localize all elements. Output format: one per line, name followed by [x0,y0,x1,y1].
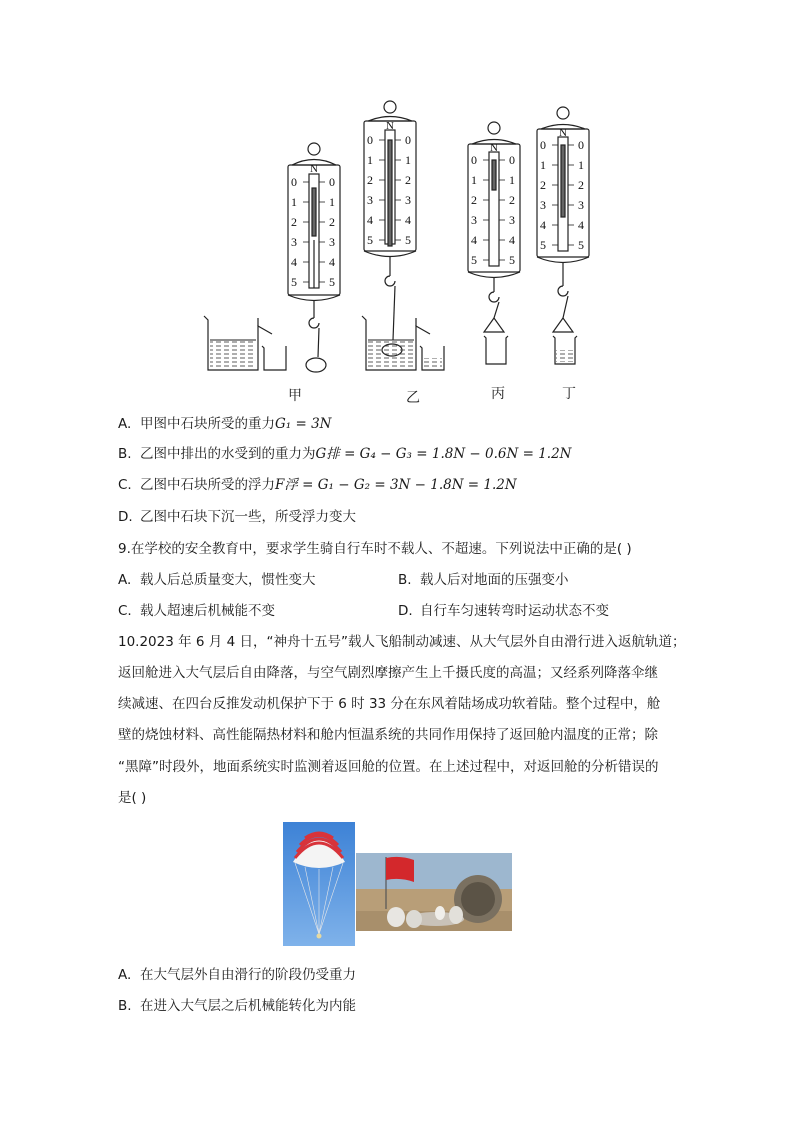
svg-text:4: 4 [471,233,477,247]
svg-text:2: 2 [471,193,477,207]
q9-option-c: C. 载人超速后机械能不变 [118,603,275,619]
svg-text:3: 3 [291,235,297,249]
svg-text:4: 4 [405,213,411,227]
svg-text:5: 5 [540,238,546,252]
svg-text:1: 1 [509,173,515,187]
q9-option-d: D. 自行车匀速转弯时运动状态不变 [398,603,609,619]
svg-text:3: 3 [405,193,411,207]
q10-stem-line: “黑障”时段外，地面系统实时监测着返回舱的位置。在上述过程中，对返回舱的分析错误的 [118,759,659,775]
svg-text:5: 5 [509,253,515,267]
svg-text:4: 4 [509,233,515,247]
q10-option-b: B. 在进入大气层之后机械能转化为内能 [118,998,356,1014]
svg-text:1: 1 [291,195,297,209]
svg-text:1: 1 [471,173,477,187]
svg-text:1: 1 [405,153,411,167]
q9-option-a: A. 载人后总质量变大，惯性变大 [118,572,316,588]
scale-unit-yi: N [386,120,394,132]
scale-unit-ding: N [559,127,567,139]
svg-text:5: 5 [578,238,584,252]
svg-text:2: 2 [367,173,373,187]
svg-text:0: 0 [367,133,373,147]
svg-text:0: 0 [509,153,515,167]
q10-stem-line: 是( ) [118,790,147,806]
svg-text:0: 0 [578,138,584,152]
svg-text:1: 1 [367,153,373,167]
svg-text:0: 0 [291,175,297,189]
scale-unit-bing: N [490,142,498,154]
q8-option-d: D. 乙图中石块下沉一些，所受浮力变大 [118,509,356,525]
svg-text:2: 2 [291,215,297,229]
q8-option-a: A. 甲图中石块所受的重力G₁ = 3N [118,416,332,432]
svg-text:2: 2 [329,215,335,229]
landing-site-photo [356,853,512,931]
q10-stem-line: 返回舱进入大气层后自由降落，与空气剧烈摩擦产生上千摄氏度的高温；又经系列降落伞继 [118,665,658,681]
svg-text:4: 4 [329,255,335,269]
q9-stem: 9.在学校的安全教育中，要求学生骑自行车时不载人、不超速。下列说法中正确的是( ) [118,541,632,557]
svg-text:5: 5 [405,233,411,247]
svg-text:5: 5 [329,275,335,289]
svg-text:3: 3 [367,193,373,207]
q8-option-c: C. 乙图中石块所受的浮力F浮 = G₁ − G₂ = 3N − 1.8N = 1.2N [118,477,517,493]
svg-text:3: 3 [509,213,515,227]
q10-stem-line: 10.2023 年 6 月 4 日，“神舟十五号”载人飞船制动减速、从大气层外自由滑行进入返航轨道； [118,634,686,650]
svg-text:2: 2 [405,173,411,187]
svg-text:5: 5 [471,253,477,267]
svg-text:2: 2 [540,178,546,192]
q10-option-a: A. 在大气层外自由滑行的阶段仍受重力 [118,967,356,983]
svg-text:5: 5 [291,275,297,289]
figure-label-jia: 甲 [288,388,302,404]
figure-label-yi: 乙 [406,390,420,406]
svg-text:4: 4 [540,218,546,232]
spring-scale-figure [0,0,794,420]
svg-text:3: 3 [578,198,584,212]
svg-text:2: 2 [578,178,584,192]
svg-text:4: 4 [367,213,373,227]
q8-option-b: B. 乙图中排出的水受到的重力为G排 = G₄ − G₃ = 1.8N − 0.6N = 1.2N [118,446,572,462]
svg-text:1: 1 [578,158,584,172]
svg-text:1: 1 [540,158,546,172]
svg-text:1: 1 [329,195,335,209]
svg-text:3: 3 [471,213,477,227]
svg-text:5: 5 [367,233,373,247]
svg-text:0: 0 [405,133,411,147]
svg-text:4: 4 [291,255,297,269]
q10-stem-line: 续减速、在四台反推发动机保护下于 6 时 33 分在东风着陆场成功软着陆。整个过程中，舱 [118,696,661,712]
q9-option-b: B. 载人后对地面的压强变小 [398,572,569,588]
svg-text:4: 4 [578,218,584,232]
svg-text:2: 2 [509,193,515,207]
figure-label-bing: 丙 [491,386,505,402]
svg-text:0: 0 [540,138,546,152]
parachute-photo [283,822,355,946]
overflow-beaker-yi [362,316,444,370]
overflow-beaker-jia [204,316,286,370]
svg-text:3: 3 [329,235,335,249]
scale-unit-jia: N [310,163,318,175]
svg-text:0: 0 [329,175,335,189]
svg-text:0: 0 [471,153,477,167]
svg-text:3: 3 [540,198,546,212]
figure-label-ding: 丁 [562,386,576,402]
q10-stem-line: 壁的烧蚀材料、高性能隔热材料和舱内恒温系统的共同作用保持了返回舱内温度的正常；除 [118,727,658,743]
